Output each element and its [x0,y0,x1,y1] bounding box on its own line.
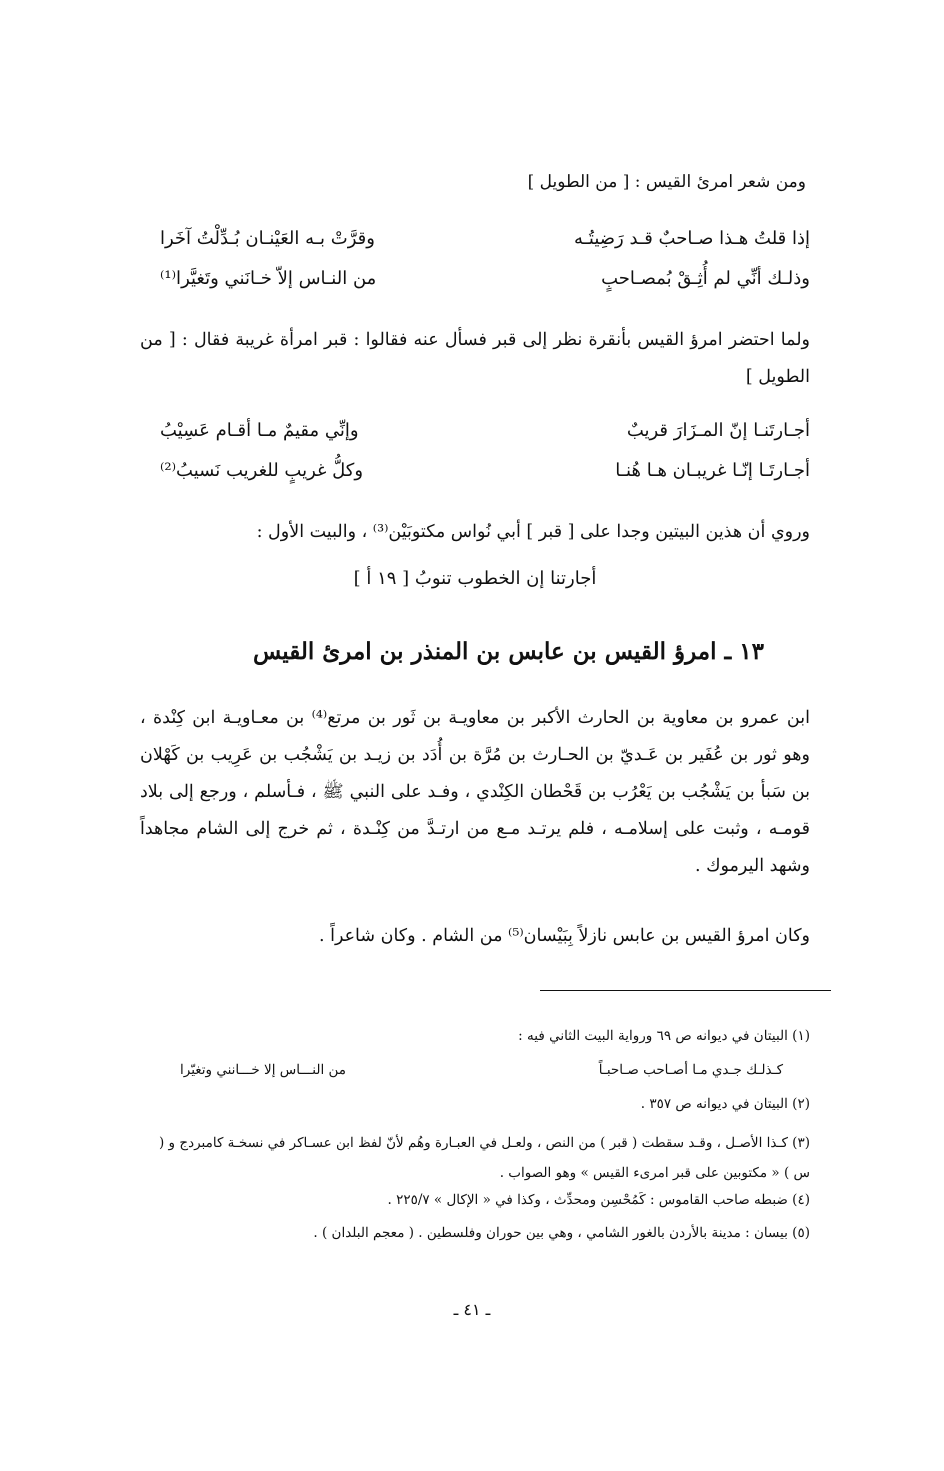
paragraph-ankara: ولما احتضر امرؤ القيس بأنقرة نظر إلى قبر فسأل عنه فقالوا : قبر امرأة غريبة فقال : [ من الطويل ] [140,330,810,387]
paragraph-baysan: وكان امرؤ القيس بن عابس نازلاً بِبَيْسان⁽⁵⁾ من الشام . وكان شاعراً . [318,926,810,946]
section-heading: ١٣ ـ امرؤ القيس بن عابس بن المنذر بن امرئ القيس [252,638,764,665]
footnote-separator [540,990,831,991]
footnote-4: (٤) ضبطه صاحب القاموس : كَمُحْسِن ومحدِّث ، وكذا في « الإكال » ٢٢٥/٧ . [387,1192,810,1208]
verse-4-first-hemistich: أجـارتَـا إنّـا غريبـان هـا هُنـا [615,460,810,481]
verse-1-first-hemistich: إذا قلتُ هـذا صـاحبٌ قـد رَضِيتُـه [573,228,810,249]
footnote-verse-first-hemistich: كـذلـك جـدي مـا أصـاحب صـاحبـاً [598,1062,783,1078]
verse-2-first-hemistich: وذلـك أنِّي لم أُثِـقْ بُمصـاحبٍ [601,268,810,289]
footnote-1: (١) البيتان في ديوانه ص ٦٩ ورواية البيت الثاني فيه : [518,1028,810,1044]
verse-2 [160,268,810,289]
verse-1 [160,228,810,249]
footnote-2: (٢) البيتان في ديوانه ص ٣٥٧ . [640,1096,810,1112]
paragraph-lineage: ابن عمرو بن معاوية بن الحارث الأكبر بن معاويـة بن ثَور بن مرتع⁽⁴⁾ بن معـاويـة ابن كِنْدة ، وهو ثور بن عُفَير بن عَـديّ بن الحـارث بن مُرَّة بن أُدَد بن زيـد بن يَشْجُب بن عَرِيب بن كَهْلان بن سَبأ بن يَشْجُب بن يَعْرُب بن قَحْطان الكِنْدي ، وفـد على النبي ﷺ ، فـأسلم ، ورجع إلى بلاد قومـه ، وثبت على إسلامـه ، فلم يرتـد مـع من ارتـدَّ من كِنْـدة ، ثم خرج إلى الشام مجاهداً وشهد اليرموك . [140,708,810,876]
verse-3-first-hemistich: أجـارتَنـا إنّ المـزَارَ قريبٌ [626,420,810,441]
footnote-5: (٥) بيسان : مدينة بالأردن بالغور الشامي ، وهي بين حوران وفلسطين . ( معجم البلدان ) . [313,1225,810,1241]
footnote-1-verse [180,1062,783,1078]
intro-line: ومن شعر امرئ القيس : [ من الطويل ] [527,172,806,192]
verse-3-second-hemistich: وإنِّي مقيمٌ مـا أقـام عَسِيْبُ [160,420,359,441]
verse-2-second-hemistich: من النـاس إلاّ خـانَني وتَغيَّرا⁽¹⁾ [160,268,377,289]
verse-1-second-hemistich: وقرَّتْ بـه العَيْنـان بُـدِّلْتُ آخَرا [160,228,375,249]
footnote-3: (٣) كـذا الأصـل ، وقـد سقطت ( قبر ) من النص ، ولعـل في العبـارة وهُم لأنّ لفظ ابن عسـاكر في نسخـة كامبردج و ( س ) « مكتوبين على قبر امرىء القيس » وهو الصواب . [159,1135,810,1181]
page-number: ـ ٤١ ـ [453,1300,491,1319]
verse-4 [160,460,810,481]
paragraph-abu-nuwas: وروي أن هذين البيتين وجدا على [ قبر ] أبي نُواس مكتوبَيْن⁽³⁾ ، والبيت الأول : [256,522,810,542]
footnote-verse-second-hemistich: من النـــاس إلا خـــانني وتغيّرا [180,1062,346,1078]
quoted-hemistich: أجارتنا إن الخطوب تنوبُ [ ١٩ أ ] [353,568,597,589]
verse-3 [160,420,810,441]
verse-4-second-hemistich: وكلُّ غريبٍ للغريب نَسيبُ⁽²⁾ [160,460,364,481]
